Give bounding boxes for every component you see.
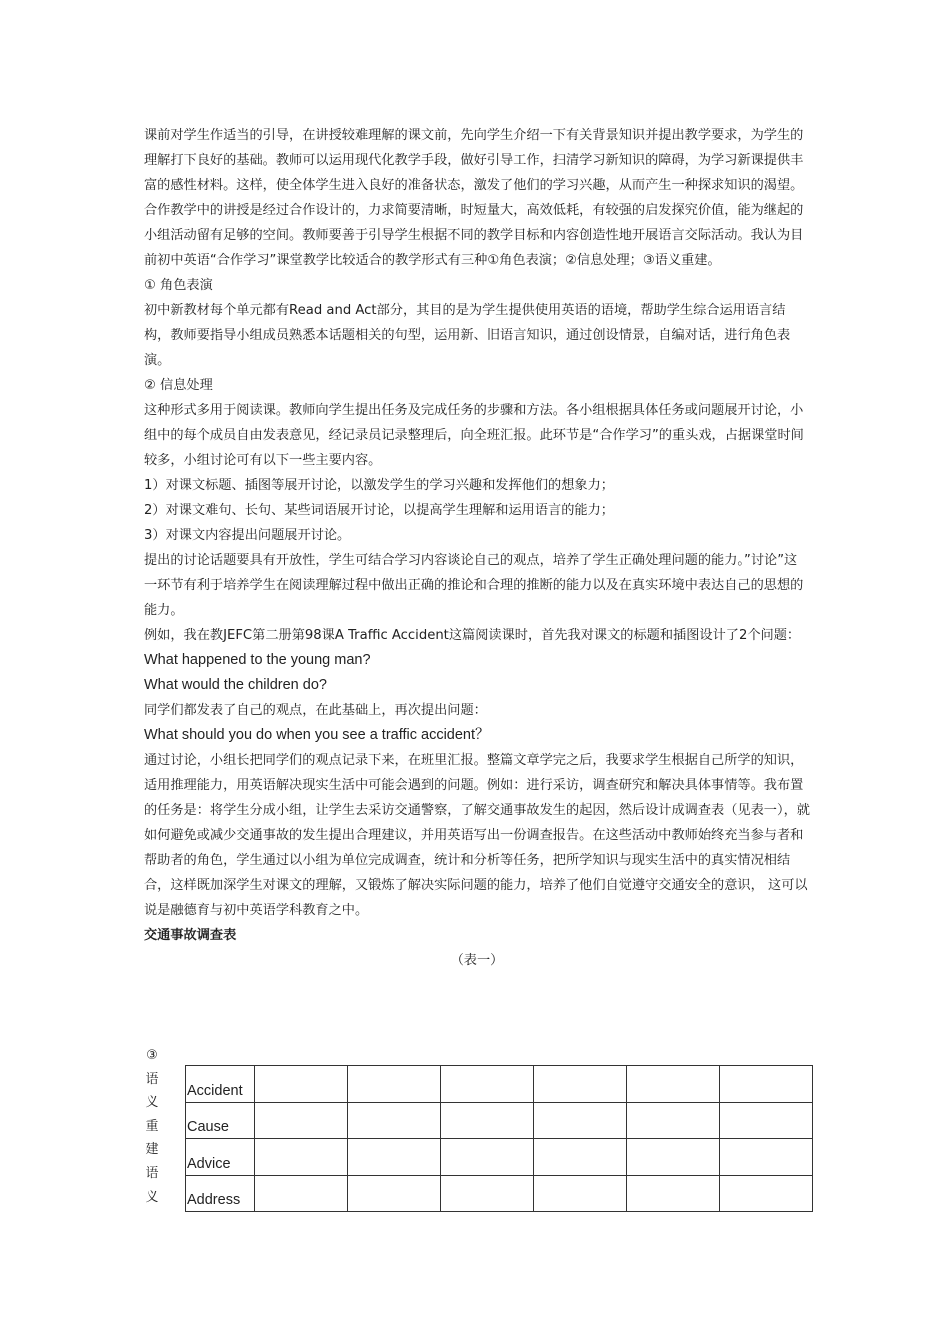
list-item-1: 1）对课文标题、插图等展开讨论，以激发学生的学习兴趣和发挥他们的想象力； xyxy=(144,478,614,493)
table-cell xyxy=(720,1139,813,1176)
table-cell xyxy=(348,1102,441,1139)
table-cell xyxy=(441,1066,534,1103)
paragraph-info-processing: 这种形式多用于阅读课。教师向学生提出任务及完成任务的步骤和方法。各小组根据具体任务或问题展开讨论，小组中的每个成员自由发表意见，经记录员记录整理后，向全班汇报。此环节是“合作学习”的重头戏，占据课堂时间较多，小组讨论可有以下一些主要内容。 xyxy=(144,403,804,468)
side-label-vertical xyxy=(144,1044,160,1209)
table-row xyxy=(186,1175,813,1212)
paragraph-task: 通过讨论，小组长把同学们的观点记录下来，在班里汇报。整篇文章学完之后，我要求学生根据自己所学的知识，适用推理能力，用英语解决现实生活中可能会遇到的问题。例如：进行采访，调查研究和解决具体事情等。我布置的任务是：将学生分成小组，让学生去采访交通警察，了解交通事故发生的起因，然后设计成调查表（见表一），就如何避免或减少交通事故的发生提出合理建议，并用英语写出一份调查报告。在这些活动中教师始终充当参与者和帮助者的角色，学生通过以小组为单位完成调查，统计和分析等任务，把所学知识与现实生活中的真实情况相结合，这样既加深学生对课文的理解，又锻炼了解决实际问题的能力，培养了他们自觉遵守交通安全的意识， 这可以说是融德育与初中英语学科教育之中。 xyxy=(144,753,810,918)
list-item-3: 3）对课文内容提出问题展开讨论。 xyxy=(144,528,351,543)
table-cell xyxy=(534,1102,627,1139)
table-row xyxy=(186,1139,813,1176)
table-title: 交通事故调查表 xyxy=(144,928,237,943)
paragraph-lecture: 合作教学中的讲授是经过合作设计的，力求简要清晰，时短量大，高效低耗，有较强的启发探究价值，能为继起的小组活动留有足够的空间。教师要善于引导学生根据不同的教学目标和内容创造性地开展语言交际活动。我认为目前初中英语“合作学习”课堂教学比较适合的教学形式有三种①角色表演；②信息处理；③语义重建。 xyxy=(144,203,804,268)
question-2: What would the children do? xyxy=(144,677,327,693)
paragraph-intro: 课前对学生作适当的引导，在讲授较难理解的课文前，先向学生介绍一下有关背景知识并提出教学要求，为学生的理解打下良好的基础。教师可以运用现代化教学手段，做好引导工作，扫清学习新知识的障碍，为学习新课提供丰富的感性材料。这样，使全体学生进入良好的准备状态，激发了他们的学习兴趣，从而产生一种探求知识的渴望。 xyxy=(144,128,804,193)
traffic-accident-survey-table xyxy=(185,1065,813,1212)
table-cell xyxy=(441,1139,534,1176)
table-cell xyxy=(348,1139,441,1176)
table-cell xyxy=(255,1175,348,1212)
table-row xyxy=(186,1066,813,1103)
question-3: What should you do when you see a traffic accident？ xyxy=(144,727,490,743)
side-label-char: 义 xyxy=(145,1095,159,1111)
row-label-cause: Cause xyxy=(186,1102,255,1139)
table-cell xyxy=(627,1066,720,1103)
table-cell xyxy=(534,1139,627,1176)
side-label-char: 语 xyxy=(145,1165,159,1181)
table-cell xyxy=(627,1139,720,1176)
table-cell xyxy=(348,1175,441,1212)
table-cell xyxy=(720,1175,813,1212)
side-label-char: 义 xyxy=(145,1189,159,1205)
table-row xyxy=(186,1102,813,1139)
heading-role-play: ① 角色表演 xyxy=(144,278,213,293)
table-cell xyxy=(255,1102,348,1139)
paragraph-example: 例如，我在教JEFC第二册第98课A Traffic Accident这篇阅读课时，首先我对课文的标题和插图设计了2个问题： xyxy=(144,628,801,643)
table-cell xyxy=(255,1066,348,1103)
row-label-advice: Advice xyxy=(186,1139,255,1176)
row-label-accident: Accident xyxy=(186,1066,255,1103)
paragraph-followup: 同学们都发表了自己的观点，在此基础上，再次提出问题： xyxy=(144,703,487,718)
table-caption: （表一） xyxy=(450,953,504,968)
document-body xyxy=(144,123,810,973)
table-cell xyxy=(627,1102,720,1139)
table-cell xyxy=(720,1102,813,1139)
side-label-char: ③ xyxy=(146,1048,158,1063)
heading-info-processing: ② 信息处理 xyxy=(144,378,213,393)
table-cell xyxy=(441,1102,534,1139)
paragraph-role-play: 初中新教材每个单元都有Read and Act部分，其目的是为学生提供使用英语的语境，帮助学生综合运用语言结构，教师要指导小组成员熟悉本话题相关的句型，运用新、旧语言知识，通过创设情景，自编对话，进行角色表演。 xyxy=(144,303,791,368)
list-item-2: 2）对课文难句、长句、某些词语展开讨论，以提高学生理解和运用语言的能力； xyxy=(144,503,614,518)
side-label-char: 建 xyxy=(145,1142,159,1158)
question-1: What happened to the young man? xyxy=(144,652,371,668)
table-cell xyxy=(255,1139,348,1176)
side-label-char: 重 xyxy=(145,1118,159,1134)
table-cell xyxy=(627,1175,720,1212)
row-label-address: Address xyxy=(186,1175,255,1212)
table-cell xyxy=(441,1175,534,1212)
table-cell xyxy=(534,1175,627,1212)
table-cell xyxy=(534,1066,627,1103)
table-cell xyxy=(348,1066,441,1103)
side-label-char: 语 xyxy=(145,1071,159,1087)
paragraph-discussion: 提出的讨论话题要具有开放性，学生可结合学习内容谈论自己的观点，培养了学生正确处理问题的能力。”讨论”这一环节有利于培养学生在阅读理解过程中做出正确的推论和合理的推断的能力以及在真实环境中表达自己的思想的能力。 xyxy=(144,553,804,618)
table-cell xyxy=(720,1066,813,1103)
